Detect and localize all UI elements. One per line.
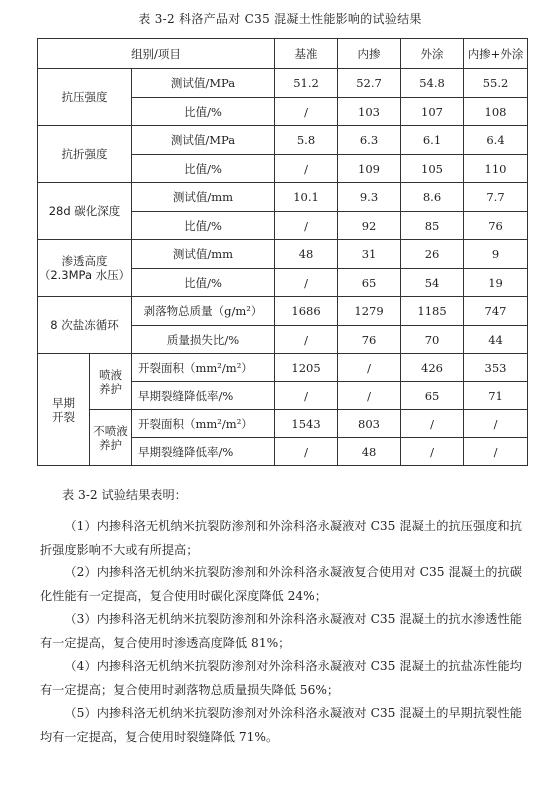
subgroup-label-line2: 养护 [99,437,122,452]
row-item: 早期裂缝降低率/% [132,438,275,466]
cell-value: 110 [464,155,528,183]
cell-value: 6.3 [338,126,401,155]
cell-value: 1686 [275,297,338,326]
group-carbonation-depth: 28d 碳化深度 [38,183,132,240]
cell-value: / [275,326,338,354]
row-item: 比值/% [132,269,275,297]
cell-value: / [275,382,338,410]
cell-value: 52.7 [338,69,401,98]
header-col-combined: 内掺+外涂 [464,39,528,69]
cell-value: 426 [401,354,464,382]
cell-value: 31 [338,240,401,269]
cell-value: 76 [338,326,401,354]
cell-value: 8.6 [401,183,464,212]
header-col-internal: 内掺 [338,39,401,69]
row-item: 质量损失比/% [132,326,275,354]
header-group-item: 组别/项目 [38,39,275,69]
paragraph-5 [40,702,522,749]
cell-value: 54 [401,269,464,297]
cell-value: 1205 [275,354,338,382]
cell-value: / [275,155,338,183]
cell-value: / [401,438,464,466]
subgroup-no-spray-curing [90,410,132,466]
cell-value: / [338,382,401,410]
cell-value: / [275,98,338,126]
row-item: 比值/% [132,212,275,240]
subgroup-label-line1: 不喷液 [93,423,128,438]
cell-value: 48 [338,438,401,466]
row-item: 比值/% [132,98,275,126]
row-item: 开裂面积（mm²/m²） [132,410,275,438]
group-compressive-strength: 抗压强度 [38,69,132,126]
cell-value: 109 [338,155,401,183]
cell-value: 44 [464,326,528,354]
paragraph-text: （5）内掺科洛无机纳米抗裂防渗剂对外涂科洛永凝液对 C35 混凝土的早期抗裂性能均有一定提高，复合使用时裂缝降低 71%。 [40,706,522,744]
paragraph-text: （4）内掺科洛无机纳米抗裂防渗剂对外涂科洛永凝液对 C35 混凝土的抗盐冻性能均有一定提高；复合使用时剥落物总质量损失降低 56%； [40,659,522,697]
table-row [38,126,528,155]
paragraph-text: （1）内掺科洛无机纳米抗裂防渗剂和外涂科洛永凝液对 C35 混凝土的抗压强度和抗折强度影响不大或有所提高； [40,519,522,557]
results-table [37,38,528,466]
row-item: 测试值/MPa [132,126,275,155]
cell-value: / [338,354,401,382]
cell-value: 803 [338,410,401,438]
row-item: 早期裂缝降低率/% [132,382,275,410]
table-row [38,410,528,438]
table-caption: 表 3-2 科洛产品对 C35 混凝土性能影响的试验结果 [138,12,422,26]
cell-value: 1185 [401,297,464,326]
group-flexural-strength: 抗折强度 [38,126,132,183]
cell-value: / [275,269,338,297]
cell-value: 70 [401,326,464,354]
subgroup-label-line2: 养护 [99,381,122,396]
table-row [38,240,528,269]
table-row [38,183,528,212]
group-label-line2: 开裂 [52,409,75,424]
cell-value: 92 [338,212,401,240]
group-label-line1: 早期 [52,395,75,410]
table-row [38,297,528,326]
cell-value: / [401,410,464,438]
subgroup-spray-curing [90,354,132,410]
row-item: 测试值/MPa [132,69,275,98]
cell-value: 1543 [275,410,338,438]
cell-value: 76 [464,212,528,240]
cell-value: 55.2 [464,69,528,98]
subgroup-label-line1: 喷液 [99,367,122,382]
cell-value: / [275,438,338,466]
cell-value: 65 [401,382,464,410]
header-col-baseline: 基准 [275,39,338,69]
cell-value: 747 [464,297,528,326]
paragraph-3 [40,608,522,655]
table-row [38,69,528,98]
cell-value: 1279 [338,297,401,326]
table-row [38,354,528,382]
table-header-row [38,39,528,69]
paragraph-4 [40,655,522,702]
cell-value: 6.1 [401,126,464,155]
group-salt-freeze: 8 次盐冻循环 [38,297,132,354]
cell-value: 19 [464,269,528,297]
cell-value: 108 [464,98,528,126]
row-item: 测试值/mm [132,183,275,212]
group-label-line2: （2.3MPa 水压） [38,268,131,282]
row-item: 剥落物总质量（g/m²） [132,297,275,326]
row-item: 测试值/mm [132,240,275,269]
cell-value: 54.8 [401,69,464,98]
cell-value: 5.8 [275,126,338,155]
group-label-line1: 渗透高度 [61,254,108,268]
cell-value: 103 [338,98,401,126]
cell-value: / [275,212,338,240]
cell-value: 71 [464,382,528,410]
paragraph-text: （2）内掺科洛无机纳米抗裂防渗剂和外涂科洛永凝液复合使用对 C35 混凝土的抗碳化性能有一定提高，复合使用时碳化深度降低 24%； [40,565,522,603]
cell-value: 353 [464,354,528,382]
cell-value: / [464,410,528,438]
paragraph-1 [40,515,522,562]
paragraph-2 [40,561,522,608]
cell-value: 10.1 [275,183,338,212]
results-lead-text: 表 3-2 试验结果表明： [62,488,187,502]
cell-value: 105 [401,155,464,183]
cell-value: 6.4 [464,126,528,155]
cell-value: 26 [401,240,464,269]
cell-value: 9 [464,240,528,269]
cell-value: / [464,438,528,466]
cell-value: 9.3 [338,183,401,212]
cell-value: 48 [275,240,338,269]
cell-value: 65 [338,269,401,297]
cell-value: 51.2 [275,69,338,98]
row-item: 开裂面积（mm²/m²） [132,354,275,382]
group-early-cracking [38,354,90,466]
cell-value: 85 [401,212,464,240]
cell-value: 107 [401,98,464,126]
row-item: 比值/% [132,155,275,183]
cell-value: 7.7 [464,183,528,212]
group-permeation-height [38,240,132,297]
header-col-external: 外涂 [401,39,464,69]
paragraph-text: （3）内掺科洛无机纳米抗裂防渗剂和外涂科洛永凝液对 C35 混凝土的抗水渗透性能有一定提高，复合使用时渗透高度降低 81%； [40,612,522,650]
